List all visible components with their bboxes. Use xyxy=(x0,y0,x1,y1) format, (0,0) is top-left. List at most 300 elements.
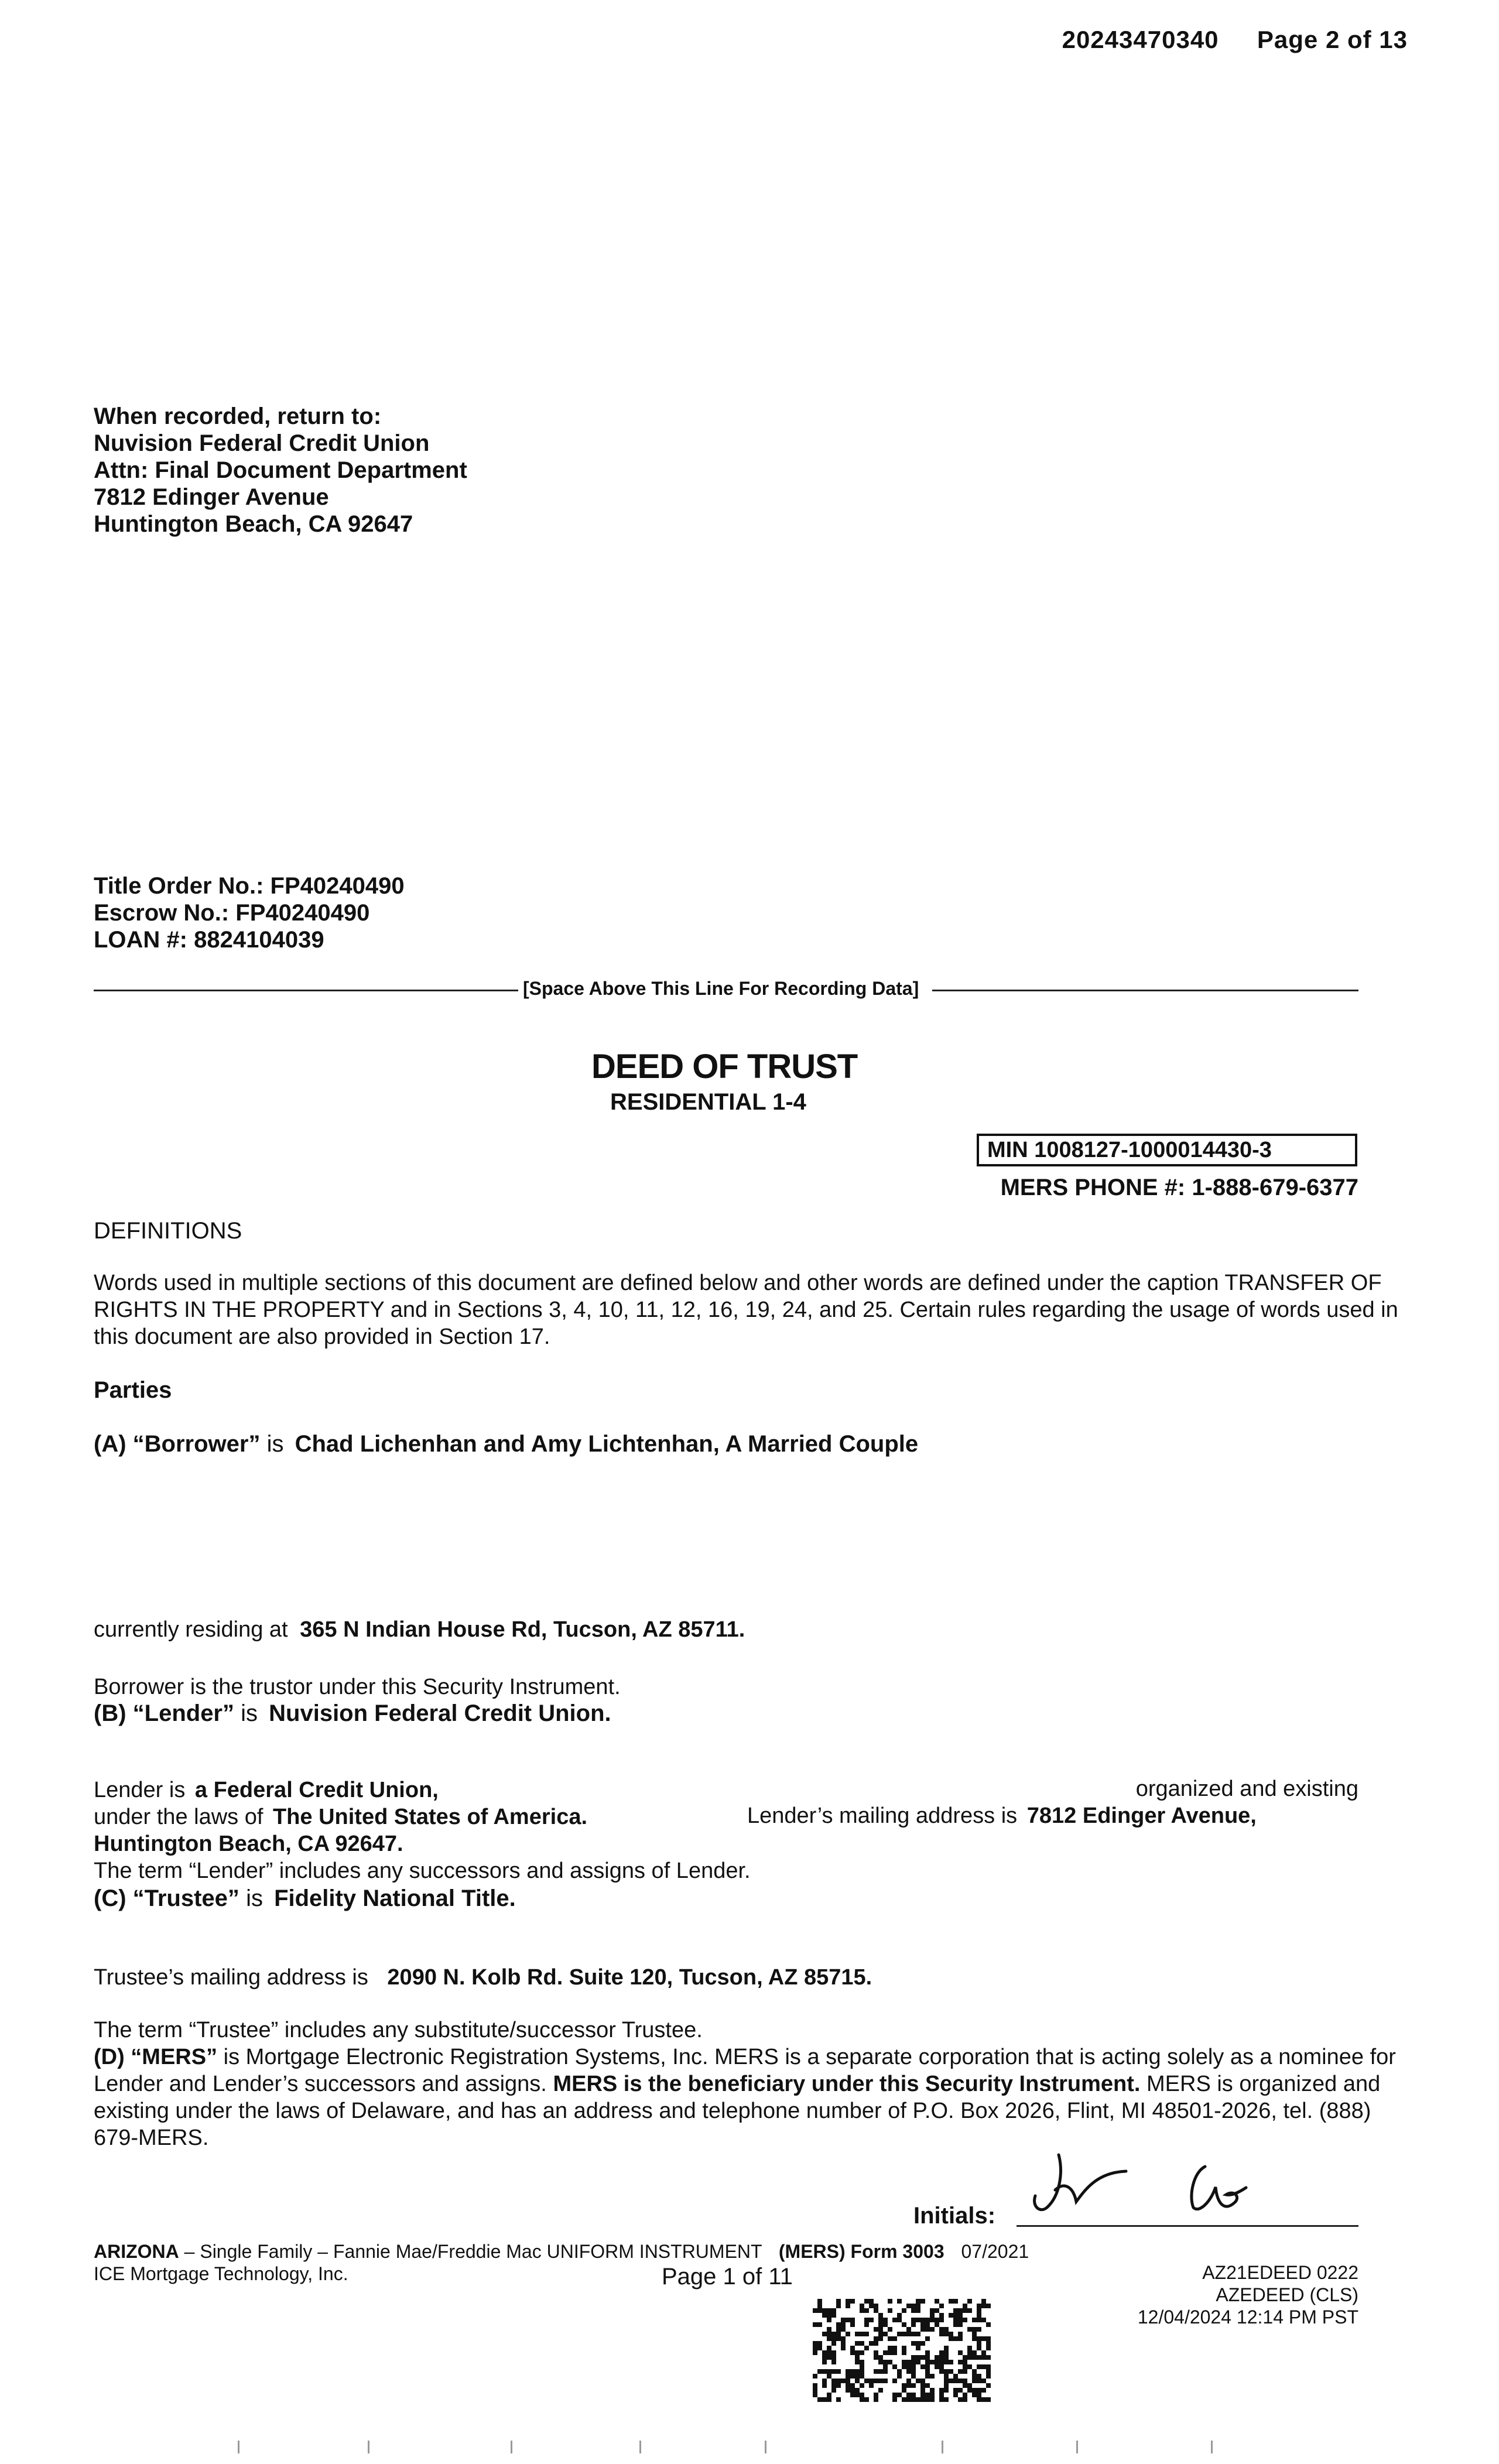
barcode-module xyxy=(874,2379,878,2383)
barcode-module xyxy=(892,2364,897,2369)
recording-rule-left xyxy=(94,990,518,991)
borrower-label: (A) “Borrower” xyxy=(94,1431,261,1457)
barcode-module xyxy=(822,2350,827,2355)
barcode-module xyxy=(944,2369,949,2374)
barcode-module xyxy=(827,2369,831,2374)
barcode-module xyxy=(822,2332,827,2336)
barcode-module xyxy=(902,2308,906,2313)
barcode-module xyxy=(981,2379,986,2383)
barcode-module xyxy=(967,2350,972,2355)
barcode-module xyxy=(911,2318,916,2322)
barcode-module xyxy=(916,2397,920,2402)
barcode-module xyxy=(874,2327,878,2332)
barcode-module xyxy=(916,2332,920,2336)
barcode-module xyxy=(963,2397,967,2402)
edge-mark xyxy=(639,2441,641,2453)
barcode-module xyxy=(920,2388,925,2393)
lender-label: (B) “Lender” xyxy=(94,1700,234,1726)
barcode-module xyxy=(822,2379,827,2383)
footer-page-number: Page 1 of 11 xyxy=(662,2264,793,2290)
barcode-module xyxy=(958,2350,963,2355)
barcode-module xyxy=(906,2364,911,2369)
barcode-module xyxy=(874,2397,878,2402)
barcode-module xyxy=(864,2308,869,2313)
barcode-module xyxy=(944,2350,949,2355)
barcode-module xyxy=(939,2388,944,2393)
barcode-module xyxy=(813,2393,817,2397)
barcode-module xyxy=(949,2332,953,2336)
barcode-module xyxy=(977,2364,981,2369)
barcode-module xyxy=(930,2327,935,2332)
barcode-module xyxy=(958,2388,963,2393)
barcode-module xyxy=(935,2360,939,2364)
barcode-module xyxy=(977,2327,981,2332)
barcode-module xyxy=(963,2308,967,2313)
barcode-module xyxy=(822,2313,827,2318)
barcode-module xyxy=(906,2304,911,2308)
edge-mark xyxy=(511,2441,512,2453)
barcode-module xyxy=(911,2355,916,2360)
barcode-module xyxy=(944,2360,949,2364)
trustee-mailing xyxy=(94,1964,872,1991)
barcode-module xyxy=(916,2341,920,2346)
barcode-module xyxy=(944,2355,949,2360)
barcode-module xyxy=(920,2364,925,2369)
footer-company: ICE Mortgage Technology, Inc. xyxy=(94,2263,348,2284)
barcode-module xyxy=(817,2322,822,2327)
borrower-trustor-line: Borrower is the trustor under this Security Instrument. xyxy=(94,1675,621,1699)
barcode-module xyxy=(967,2388,972,2393)
barcode-module xyxy=(836,2379,841,2383)
barcode-module xyxy=(827,2336,831,2341)
barcode-module xyxy=(897,2369,902,2374)
barcode-module xyxy=(986,2341,991,2346)
barcode-module xyxy=(930,2374,935,2379)
barcode-module xyxy=(916,2360,920,2364)
barcode-module xyxy=(958,2360,963,2364)
barcode-module xyxy=(841,2346,846,2350)
barcode-module xyxy=(920,2299,925,2304)
trustee-label: (C) “Trustee” xyxy=(94,1885,239,1911)
barcode-module xyxy=(977,2397,981,2402)
barcode-module xyxy=(986,2355,991,2360)
barcode-module xyxy=(850,2350,855,2355)
barcode-module xyxy=(972,2318,977,2322)
barcode-module xyxy=(883,2364,888,2369)
barcode-module xyxy=(930,2360,935,2364)
barcode-module xyxy=(906,2360,911,2364)
barcode-module xyxy=(836,2299,841,2304)
barcode-module xyxy=(878,2318,883,2322)
barcode-module xyxy=(813,2374,817,2379)
barcode-module xyxy=(864,2346,869,2350)
barcode-module xyxy=(902,2322,906,2327)
barcode-module xyxy=(911,2304,916,2308)
barcode-module xyxy=(977,2341,981,2346)
footer-code-2: AZEDEED (CLS) xyxy=(1216,2284,1358,2305)
barcode-module xyxy=(874,2393,878,2397)
barcode-module xyxy=(864,2318,869,2322)
trustee-is: is xyxy=(246,1885,263,1911)
barcode-module xyxy=(986,2374,991,2379)
barcode-module xyxy=(972,2350,977,2355)
barcode-module xyxy=(878,2322,883,2327)
barcode-module xyxy=(953,2393,958,2397)
barcode-module xyxy=(878,2332,883,2336)
barcode-module xyxy=(869,2304,874,2308)
definitions-intro: Words used in multiple sections of this document are defined below and other words are defined under the caption TRANSFER OF RIGHTS IN THE PROPERTY and in Sections 3, 4, 10, 11, 12, 16, 19, 24, and 25. Certain rules regarding the usage of words used in this document are also provided in Section 17. xyxy=(94,1271,1398,1349)
barcode-module xyxy=(860,2308,864,2313)
barcode-module xyxy=(944,2327,949,2332)
barcode-module xyxy=(888,2350,892,2355)
barcode-module xyxy=(935,2299,939,2304)
barcode-module xyxy=(892,2336,897,2341)
title-order-number: Title Order No.: FP40240490 xyxy=(94,873,405,899)
barcode-module xyxy=(963,2318,967,2322)
barcode-module xyxy=(967,2346,972,2350)
barcode-module xyxy=(822,2308,827,2313)
barcode-module xyxy=(846,2388,850,2393)
barcode-module xyxy=(939,2364,944,2369)
barcode-module xyxy=(911,2322,916,2327)
barcode-module xyxy=(953,2388,958,2393)
barcode-module xyxy=(878,2360,883,2364)
barcode-module xyxy=(860,2397,864,2402)
barcode-module xyxy=(949,2379,953,2383)
barcode-module xyxy=(963,2355,967,2360)
barcode-module xyxy=(930,2397,935,2402)
barcode-module xyxy=(920,2327,925,2332)
barcode-module xyxy=(831,2336,836,2341)
barcode-module xyxy=(986,2369,991,2374)
order-info-block xyxy=(94,872,405,953)
barcode-module xyxy=(916,2355,920,2360)
barcode-module xyxy=(878,2327,883,2332)
barcode-module xyxy=(944,2346,949,2350)
barcode-module xyxy=(892,2318,897,2322)
barcode-module xyxy=(935,2364,939,2369)
barcode-module xyxy=(817,2369,822,2374)
barcode-module xyxy=(855,2369,860,2374)
barcode-module xyxy=(836,2397,841,2402)
barcode-module xyxy=(906,2369,911,2374)
barcode-module xyxy=(944,2397,949,2402)
barcode-module xyxy=(916,2346,920,2350)
footer-state: ARIZONA xyxy=(94,2241,179,2262)
barcode-module xyxy=(883,2322,888,2327)
barcode-module xyxy=(855,2355,860,2360)
barcode-module xyxy=(906,2379,911,2383)
barcode-module xyxy=(864,2332,869,2336)
edge-mark xyxy=(942,2441,943,2453)
barcode-module xyxy=(813,2388,817,2393)
barcode-module xyxy=(958,2379,963,2383)
barcode-module xyxy=(935,2308,939,2313)
barcode-module xyxy=(860,2374,864,2379)
barcode-module xyxy=(949,2299,953,2304)
barcode-module xyxy=(874,2355,878,2360)
barcode-module xyxy=(836,2369,841,2374)
mers-text-1: is Mortgage Electronic Registration Systems, Inc. MERS is a separate corporation that is acting solely as a nominee for Lender and Lender’s successors and assigns. xyxy=(94,2045,1396,2096)
trustee-line xyxy=(94,1884,516,1912)
barcode-module xyxy=(986,2304,991,2308)
edge-mark xyxy=(1211,2441,1213,2453)
barcode-module xyxy=(846,2304,850,2308)
barcode-module xyxy=(841,2341,846,2346)
barcode-module xyxy=(939,2355,944,2360)
barcode-module xyxy=(911,2308,916,2313)
footer-code: AZ21EDEED 0222 xyxy=(1202,2262,1358,2283)
barcode-module xyxy=(841,2318,846,2322)
return-name: Nuvision Federal Credit Union xyxy=(94,430,430,456)
barcode-module xyxy=(977,2304,981,2308)
trustee-mail-prefix: Trustee’s mailing address is xyxy=(94,1965,368,1990)
min-number-box: MIN 1008127-1000014430-3 xyxy=(977,1134,1357,1166)
barcode-module xyxy=(953,2313,958,2318)
barcode-module xyxy=(892,2350,897,2355)
barcode-module xyxy=(841,2379,846,2383)
trustee-name: Fidelity National Title. xyxy=(274,1885,516,1911)
barcode-module xyxy=(897,2332,902,2336)
barcode-module xyxy=(902,2360,906,2364)
barcode-module xyxy=(939,2332,944,2336)
barcode-module xyxy=(920,2379,925,2383)
barcode-module xyxy=(883,2379,888,2383)
barcode-module xyxy=(953,2299,958,2304)
barcode-module xyxy=(916,2299,920,2304)
barcode-module xyxy=(916,2318,920,2322)
escrow-number: Escrow No.: FP40240490 xyxy=(94,900,370,926)
barcode-module xyxy=(827,2397,831,2402)
lender-name: Nuvision Federal Credit Union. xyxy=(269,1700,611,1726)
barcode-module xyxy=(813,2322,817,2327)
barcode-module xyxy=(925,2383,930,2388)
barcode-module xyxy=(977,2308,981,2313)
barcode-module xyxy=(925,2364,930,2369)
barcode-module xyxy=(883,2360,888,2364)
barcode-module xyxy=(906,2383,911,2388)
barcode-module xyxy=(963,2364,967,2369)
barcode-module xyxy=(869,2299,874,2304)
barcode-module xyxy=(911,2393,916,2397)
barcode-module xyxy=(888,2299,892,2304)
barcode-module xyxy=(817,2341,822,2346)
barcode-module xyxy=(920,2397,925,2402)
barcode-module xyxy=(860,2369,864,2374)
barcode-module xyxy=(911,2332,916,2336)
barcode-module xyxy=(911,2364,916,2369)
barcode-module xyxy=(944,2332,949,2336)
barcode-module xyxy=(883,2332,888,2336)
barcode-module xyxy=(963,2393,967,2397)
barcode-module xyxy=(831,2369,836,2374)
barcode-module xyxy=(850,2388,855,2393)
barcode-module xyxy=(869,2318,874,2322)
barcode-module xyxy=(944,2383,949,2388)
footer-timestamp: 12/04/2024 12:14 PM PST xyxy=(1137,2306,1358,2328)
barcode-module xyxy=(817,2299,822,2304)
barcode-module xyxy=(874,2350,878,2355)
barcode-module xyxy=(850,2299,855,2304)
barcode-module xyxy=(855,2379,860,2383)
barcode-module xyxy=(846,2369,850,2374)
barcode-module xyxy=(977,2355,981,2360)
barcode-module xyxy=(883,2350,888,2355)
lender-line xyxy=(94,1699,611,1727)
barcode-module xyxy=(897,2374,902,2379)
barcode-module xyxy=(939,2313,944,2318)
barcode-module xyxy=(860,2350,864,2355)
barcode-module xyxy=(986,2397,991,2402)
lender-is-prefix: Lender is xyxy=(94,1778,186,1802)
barcode-module xyxy=(897,2318,902,2322)
barcode-module xyxy=(953,2336,958,2341)
barcode-module xyxy=(878,2388,883,2393)
barcode-module xyxy=(920,2383,925,2388)
barcode-module xyxy=(986,2346,991,2350)
barcode-module xyxy=(813,2383,817,2388)
barcode-module xyxy=(831,2308,836,2313)
page-indicator: Page 2 of 13 xyxy=(1257,26,1408,53)
barcode-module xyxy=(944,2379,949,2383)
barcode-module xyxy=(850,2383,855,2388)
barcode-module xyxy=(967,2364,972,2369)
barcode-module xyxy=(930,2313,935,2318)
barcode-module xyxy=(958,2332,963,2336)
barcode-module xyxy=(850,2346,855,2350)
barcode-module xyxy=(855,2388,860,2393)
barcode-module xyxy=(925,2360,930,2364)
lender-is: is xyxy=(241,1700,258,1726)
barcode-module xyxy=(860,2360,864,2364)
mers-text-2: MERS is organized and existing under the laws of Delaware, and has an address and telephone number of P.O. Box 2026, Flint, MI 48501-2026, tel. (888) 679-MERS. xyxy=(94,2072,1381,2150)
barcode-module xyxy=(888,2346,892,2350)
barcode-module xyxy=(874,2336,878,2341)
barcode-module xyxy=(958,2318,963,2322)
barcode-module xyxy=(930,2393,935,2397)
barcode-module xyxy=(855,2360,860,2364)
parties-heading: Parties xyxy=(94,1377,172,1403)
barcode-module xyxy=(939,2360,944,2364)
barcode-module xyxy=(986,2364,991,2369)
barcode-module xyxy=(967,2327,972,2332)
barcode-module xyxy=(972,2388,977,2393)
barcode-module xyxy=(855,2374,860,2379)
barcode-module xyxy=(949,2313,953,2318)
barcode-module xyxy=(850,2374,855,2379)
barcode-module xyxy=(836,2327,841,2332)
barcode-module xyxy=(831,2341,836,2346)
barcode-module xyxy=(977,2393,981,2397)
barcode-module xyxy=(911,2374,916,2379)
barcode-module xyxy=(981,2299,986,2304)
trustee-address: 2090 N. Kolb Rd. Suite 120, Tucson, AZ 85715. xyxy=(387,1965,872,1990)
barcode-module xyxy=(953,2308,958,2313)
barcode-module xyxy=(939,2304,944,2308)
barcode-module xyxy=(953,2322,958,2327)
lender-mail-street: 7812 Edinger Avenue, xyxy=(1026,1803,1257,1828)
barcode-module xyxy=(822,2360,827,2364)
mers-phone: MERS PHONE #: 1-888-679-6377 xyxy=(1000,1175,1358,1200)
barcode-module xyxy=(850,2369,855,2374)
barcode-module xyxy=(855,2341,860,2346)
barcode-module xyxy=(930,2318,935,2322)
barcode-module xyxy=(817,2304,822,2308)
barcode-module xyxy=(897,2393,902,2397)
barcode-module xyxy=(925,2322,930,2327)
barcode-module xyxy=(906,2393,911,2397)
document-title: DEED OF TRUST xyxy=(591,1048,858,1086)
barcode-module xyxy=(981,2336,986,2341)
barcode-module xyxy=(939,2393,944,2397)
barcode-module xyxy=(860,2393,864,2397)
barcode-module xyxy=(836,2336,841,2341)
barcode-module xyxy=(925,2393,930,2397)
barcode-module xyxy=(846,2379,850,2383)
barcode-module xyxy=(981,2364,986,2369)
barcode-module xyxy=(981,2388,986,2393)
barcode-image xyxy=(813,2299,991,2403)
barcode-module xyxy=(883,2369,888,2374)
barcode-module xyxy=(874,2308,878,2313)
return-heading: When recorded, return to: xyxy=(94,403,382,429)
definitions-heading: DEFINITIONS xyxy=(94,1218,242,1244)
edge-mark xyxy=(238,2441,239,2453)
barcode-module xyxy=(831,2313,836,2318)
barcode-module xyxy=(958,2369,963,2374)
barcode-module xyxy=(827,2318,831,2322)
barcode-module xyxy=(902,2346,906,2350)
barcode-module xyxy=(892,2346,897,2350)
barcode-module xyxy=(916,2308,920,2313)
barcode-module xyxy=(813,2350,817,2355)
barcode-module xyxy=(827,2355,831,2360)
barcode-module xyxy=(813,2341,817,2346)
barcode-module xyxy=(878,2336,883,2341)
barcode-module xyxy=(883,2318,888,2322)
barcode-module xyxy=(972,2374,977,2379)
barcode-module xyxy=(831,2332,836,2336)
barcode-module xyxy=(855,2332,860,2336)
barcode-module xyxy=(949,2369,953,2374)
barcode-module xyxy=(850,2393,855,2397)
barcode-module xyxy=(972,2332,977,2336)
edge-mark xyxy=(765,2441,766,2453)
edge-mark xyxy=(1076,2441,1078,2453)
barcode-module xyxy=(981,2355,986,2360)
barcode-module xyxy=(878,2369,883,2374)
barcode-module xyxy=(920,2355,925,2360)
barcode-module xyxy=(846,2374,850,2379)
document-subtitle: RESIDENTIAL 1-4 xyxy=(610,1089,806,1115)
barcode-module xyxy=(972,2393,977,2397)
barcode-module xyxy=(925,2397,930,2402)
barcode-module xyxy=(925,2327,930,2332)
barcode-module xyxy=(925,2336,930,2341)
barcode-module xyxy=(902,2388,906,2393)
barcode-module xyxy=(972,2379,977,2383)
barcode-module xyxy=(972,2355,977,2360)
footer-form-date: 07/2021 xyxy=(961,2241,1029,2262)
barcode-module xyxy=(953,2374,958,2379)
barcode-module xyxy=(935,2318,939,2322)
borrower-line xyxy=(94,1430,918,1458)
return-address-block xyxy=(94,403,467,538)
barcode-module xyxy=(827,2308,831,2313)
barcode-module xyxy=(831,2383,836,2388)
edge-mark xyxy=(368,2441,369,2453)
borrower-is: is xyxy=(266,1431,284,1457)
